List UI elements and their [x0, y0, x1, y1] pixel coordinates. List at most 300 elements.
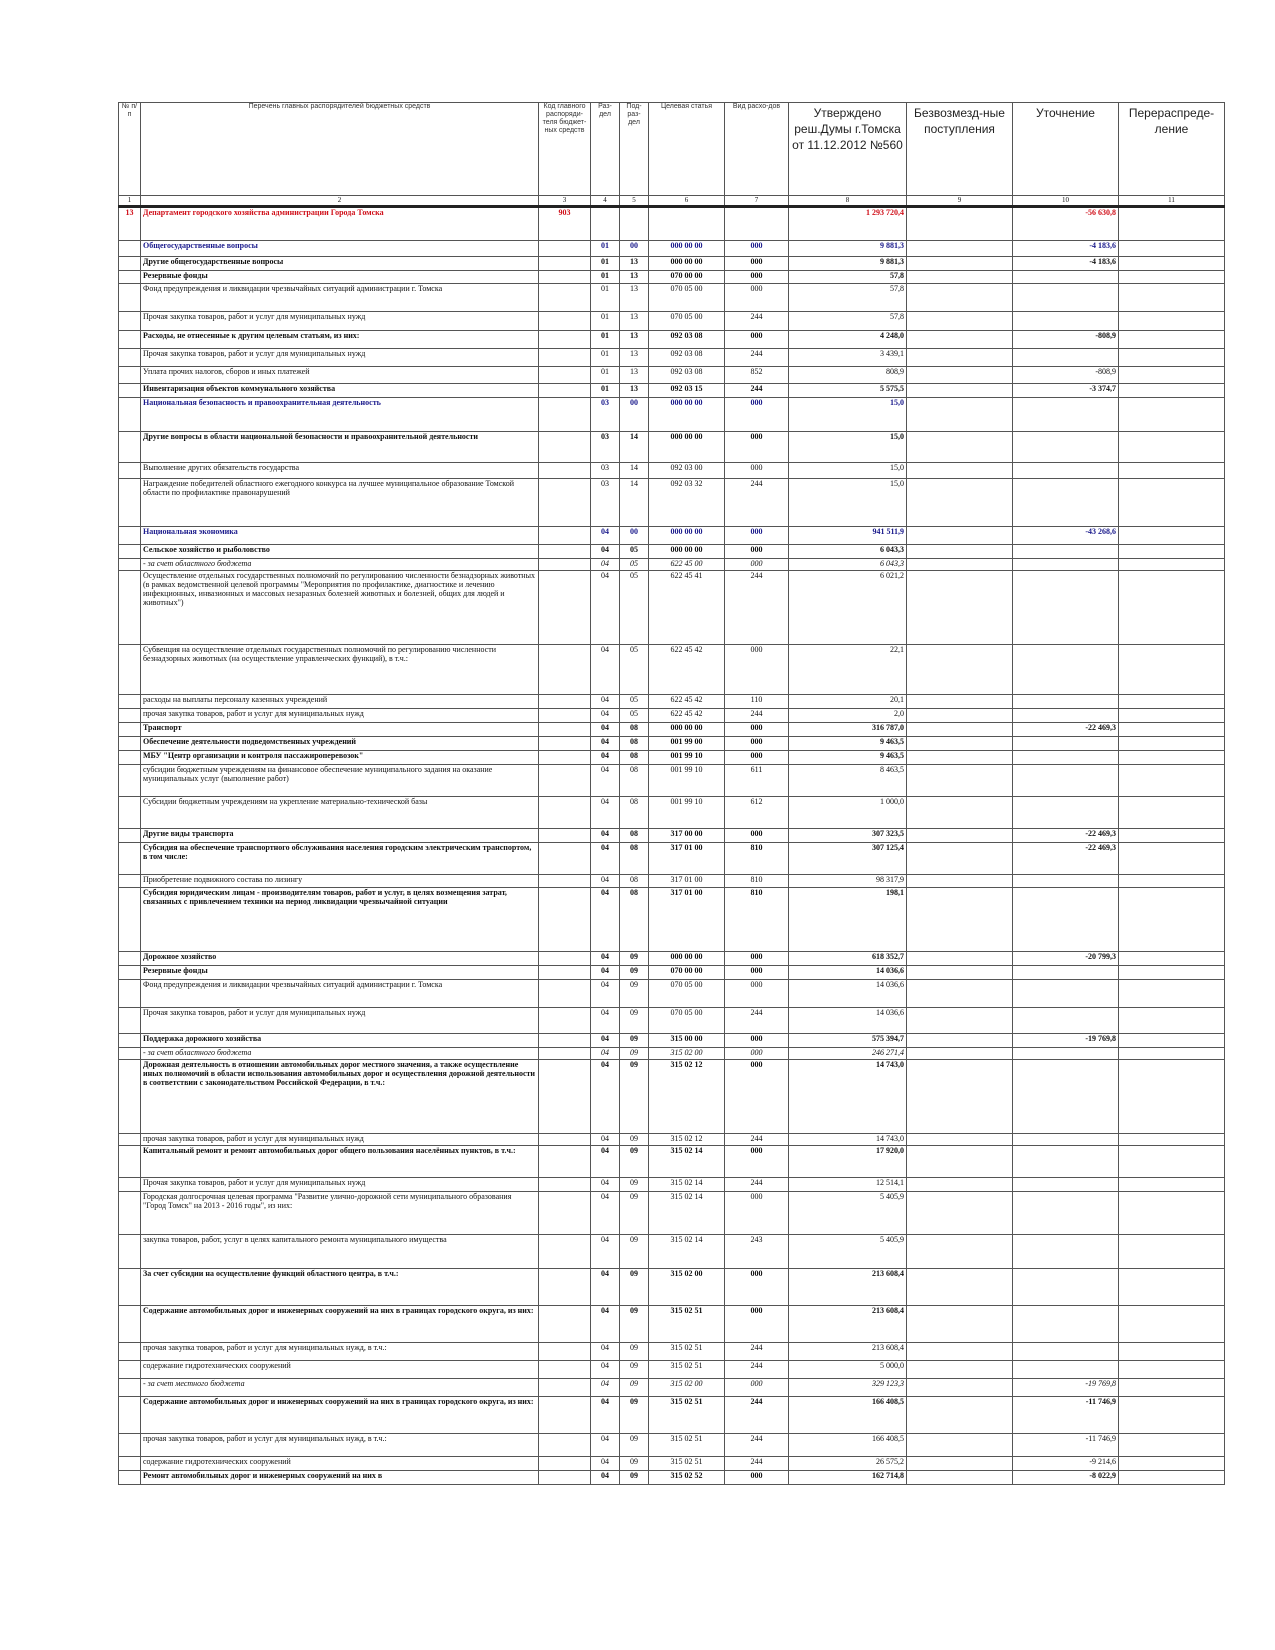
row-article: 000 00 00	[649, 527, 725, 545]
row-article: 000 00 00	[649, 432, 725, 463]
row-podrazdel: 08	[620, 797, 649, 829]
row-podrazdel: 09	[620, 1008, 649, 1034]
row-code	[539, 367, 591, 384]
row-free	[907, 1306, 1013, 1343]
row-redistribution	[1119, 1008, 1225, 1034]
row-no	[119, 723, 141, 737]
row-vid: 244	[725, 312, 789, 331]
row-vid: 244	[725, 1361, 789, 1379]
row-vid: 244	[725, 1178, 789, 1192]
row-name: Выполнение других обязательств государства	[141, 463, 539, 479]
row-code	[539, 952, 591, 966]
row-redistribution	[1119, 349, 1225, 367]
row-redistribution	[1119, 1146, 1225, 1178]
row-code	[539, 559, 591, 571]
row-razdel: 04	[591, 966, 620, 980]
col-approved-header: Утверждено реш.Думы г.Томска от 11.12.2012 №560	[789, 103, 907, 196]
row-name: Другие общегосударственные вопросы	[141, 257, 539, 271]
row-razdel: 04	[591, 1457, 620, 1471]
row-article: 315 02 52	[649, 1471, 725, 1485]
row-code	[539, 241, 591, 257]
row-podrazdel: 05	[620, 571, 649, 645]
row-vid: 000	[725, 271, 789, 284]
row-free	[907, 737, 1013, 751]
row-podrazdel: 08	[620, 765, 649, 797]
row-code	[539, 1178, 591, 1192]
row-approved: 22,1	[789, 645, 907, 695]
row-name: содержание гидротехнических сооружений	[141, 1361, 539, 1379]
row-razdel: 04	[591, 797, 620, 829]
row-redistribution	[1119, 1434, 1225, 1457]
row-article: 001 99 10	[649, 797, 725, 829]
row-vid: 000	[725, 952, 789, 966]
row-clarification: -19 769,8	[1013, 1034, 1119, 1048]
row-no	[119, 1048, 141, 1060]
row-code	[539, 797, 591, 829]
row-name: Капитальный ремонт и ремонт автомобильных дорог общего пользования населённых пунктов, в т.ч.:	[141, 1146, 539, 1178]
table-row	[119, 888, 1225, 952]
row-clarification: -3 374,7	[1013, 384, 1119, 398]
row-article: 315 02 51	[649, 1306, 725, 1343]
row-razdel: 04	[591, 1235, 620, 1269]
row-razdel: 04	[591, 1306, 620, 1343]
row-vid: 000	[725, 1060, 789, 1134]
row-razdel: 04	[591, 527, 620, 545]
table-row	[119, 1192, 1225, 1235]
row-podrazdel: 09	[620, 1235, 649, 1269]
row-code	[539, 1306, 591, 1343]
row-code	[539, 271, 591, 284]
row-vid: 000	[725, 463, 789, 479]
row-podrazdel: 08	[620, 723, 649, 737]
row-no	[119, 257, 141, 271]
row-clarification: -56 630,8	[1013, 207, 1119, 241]
col-code-header: Код главного распоряди-теля бюджет-ных средств	[539, 103, 591, 196]
row-podrazdel: 14	[620, 432, 649, 463]
row-clarification: -8 022,9	[1013, 1471, 1119, 1485]
row-razdel: 01	[591, 367, 620, 384]
colnum: 3	[539, 196, 591, 207]
row-name: Национальная экономика	[141, 527, 539, 545]
row-podrazdel: 08	[620, 829, 649, 843]
row-free	[907, 463, 1013, 479]
row-podrazdel: 13	[620, 384, 649, 398]
row-podrazdel: 00	[620, 241, 649, 257]
row-redistribution	[1119, 1192, 1225, 1235]
row-redistribution	[1119, 1457, 1225, 1471]
row-approved: 198,1	[789, 888, 907, 952]
row-vid: 810	[725, 888, 789, 952]
row-code	[539, 527, 591, 545]
row-redistribution	[1119, 1361, 1225, 1379]
row-razdel: 04	[591, 545, 620, 559]
row-redistribution	[1119, 241, 1225, 257]
row-vid: 000	[725, 1379, 789, 1397]
row-redistribution	[1119, 980, 1225, 1008]
row-redistribution	[1119, 737, 1225, 751]
row-vid: 000	[725, 398, 789, 432]
row-name: прочая закупка товаров, работ и услуг для муниципальных нужд, в т.ч.:	[141, 1434, 539, 1457]
row-no	[119, 545, 141, 559]
row-free	[907, 843, 1013, 875]
table-row	[119, 367, 1225, 384]
table-row	[119, 463, 1225, 479]
row-approved: 213 608,4	[789, 1269, 907, 1306]
row-razdel: 04	[591, 1343, 620, 1361]
row-approved: 57,8	[789, 312, 907, 331]
row-code	[539, 709, 591, 723]
row-podrazdel: 08	[620, 843, 649, 875]
row-free	[907, 709, 1013, 723]
row-vid: 000	[725, 980, 789, 1008]
row-free	[907, 331, 1013, 349]
row-code	[539, 257, 591, 271]
row-vid: 244	[725, 479, 789, 527]
row-redistribution	[1119, 463, 1225, 479]
row-podrazdel: 08	[620, 751, 649, 765]
row-redistribution	[1119, 1397, 1225, 1434]
row-free	[907, 367, 1013, 384]
table-row	[119, 723, 1225, 737]
row-name: Сельское хозяйство и рыболовство	[141, 545, 539, 559]
row-approved: 20,1	[789, 695, 907, 709]
row-free	[907, 1457, 1013, 1471]
row-vid: 110	[725, 695, 789, 709]
row-approved: 15,0	[789, 432, 907, 463]
row-clarification: -20 799,3	[1013, 952, 1119, 966]
row-razdel: 01	[591, 257, 620, 271]
row-code	[539, 1034, 591, 1048]
column-number-row	[119, 196, 1225, 207]
colnum: 8	[789, 196, 907, 207]
row-redistribution	[1119, 1471, 1225, 1485]
row-article: 315 02 51	[649, 1361, 725, 1379]
row-no	[119, 952, 141, 966]
row-name: Ремонт автомобильных дорог и инженерных сооружений на них в	[141, 1471, 539, 1485]
row-code	[539, 1235, 591, 1269]
row-name: субсидии бюджетным учреждениям на финансовое обеспечение муниципального задания на оказание муниципальных услуг (выполнение работ)	[141, 765, 539, 797]
row-approved: 246 271,4	[789, 1048, 907, 1060]
row-code	[539, 1192, 591, 1235]
row-clarification: -4 183,6	[1013, 241, 1119, 257]
row-razdel: 04	[591, 1471, 620, 1485]
row-approved: 15,0	[789, 479, 907, 527]
table-row	[119, 257, 1225, 271]
row-name: Департамент городского хозяйства администрации Города Томска	[141, 207, 539, 241]
row-code	[539, 284, 591, 312]
row-name: Резервные фонды	[141, 966, 539, 980]
row-vid: 244	[725, 1457, 789, 1471]
table-row	[119, 349, 1225, 367]
row-article: 315 02 12	[649, 1060, 725, 1134]
row-code	[539, 1379, 591, 1397]
row-article: 000 00 00	[649, 257, 725, 271]
row-razdel: 01	[591, 271, 620, 284]
row-free	[907, 207, 1013, 241]
row-vid: 810	[725, 843, 789, 875]
row-redistribution	[1119, 1178, 1225, 1192]
row-razdel: 04	[591, 645, 620, 695]
row-redistribution	[1119, 875, 1225, 888]
table-row	[119, 1306, 1225, 1343]
row-clarification: -11 746,9	[1013, 1397, 1119, 1434]
row-approved: 6 021,2	[789, 571, 907, 645]
row-name: Транспорт	[141, 723, 539, 737]
row-vid: 243	[725, 1235, 789, 1269]
row-podrazdel: 13	[620, 312, 649, 331]
row-code	[539, 349, 591, 367]
row-code	[539, 751, 591, 765]
row-clarification	[1013, 695, 1119, 709]
row-razdel: 01	[591, 312, 620, 331]
row-no	[119, 980, 141, 1008]
row-name: Дорожная деятельность в отношении автомобильных дорог местного значения, а также осуществление иных полномочий в области использования автомобильных дорог и осуществления дорожной деятельности в соответствии с законодательством Российской Федерации, в т.ч.:	[141, 1060, 539, 1134]
col-podrazdel-header: Под-раз-дел	[620, 103, 649, 196]
row-vid: 000	[725, 966, 789, 980]
row-article: 092 03 15	[649, 384, 725, 398]
row-redistribution	[1119, 479, 1225, 527]
row-razdel: 01	[591, 384, 620, 398]
row-article: 315 00 00	[649, 1034, 725, 1048]
row-redistribution	[1119, 765, 1225, 797]
row-clarification	[1013, 980, 1119, 1008]
table-row	[119, 1343, 1225, 1361]
table-row	[119, 1235, 1225, 1269]
row-article: 315 02 51	[649, 1343, 725, 1361]
row-code	[539, 737, 591, 751]
row-no	[119, 1306, 141, 1343]
row-redistribution	[1119, 1306, 1225, 1343]
row-free	[907, 349, 1013, 367]
row-approved: 14 036,6	[789, 966, 907, 980]
row-razdel: 04	[591, 709, 620, 723]
row-clarification: -43 268,6	[1013, 527, 1119, 545]
row-redistribution	[1119, 312, 1225, 331]
colnum: 5	[620, 196, 649, 207]
row-article: 315 02 14	[649, 1178, 725, 1192]
row-razdel: 01	[591, 349, 620, 367]
row-free	[907, 241, 1013, 257]
row-article: 315 02 14	[649, 1146, 725, 1178]
row-redistribution	[1119, 645, 1225, 695]
row-approved: 4 248,0	[789, 331, 907, 349]
row-clarification: -808,9	[1013, 367, 1119, 384]
row-redistribution	[1119, 331, 1225, 349]
row-podrazdel: 05	[620, 645, 649, 695]
row-clarification	[1013, 559, 1119, 571]
row-no	[119, 797, 141, 829]
row-redistribution	[1119, 1034, 1225, 1048]
row-podrazdel: 09	[620, 1048, 649, 1060]
row-razdel: 04	[591, 1178, 620, 1192]
row-free	[907, 1178, 1013, 1192]
table-row	[119, 1134, 1225, 1146]
row-razdel: 04	[591, 695, 620, 709]
row-podrazdel: 00	[620, 527, 649, 545]
row-clarification	[1013, 1146, 1119, 1178]
row-vid: 000	[725, 1471, 789, 1485]
row-redistribution	[1119, 751, 1225, 765]
row-article: 070 00 00	[649, 271, 725, 284]
row-free	[907, 1192, 1013, 1235]
row-name: За счет субсидии на осуществление функций областного центра, в т.ч.:	[141, 1269, 539, 1306]
row-name: - за счет областного бюджета	[141, 559, 539, 571]
row-article: 317 01 00	[649, 875, 725, 888]
row-vid: 000	[725, 559, 789, 571]
row-approved: 941 511,9	[789, 527, 907, 545]
row-no	[119, 1471, 141, 1485]
row-podrazdel: 13	[620, 284, 649, 312]
row-vid: 810	[725, 875, 789, 888]
row-razdel	[591, 207, 620, 241]
table-row	[119, 527, 1225, 545]
table-row	[119, 1397, 1225, 1434]
row-name: Прочая закупка товаров, работ и услуг для муниципальных нужд	[141, 312, 539, 331]
row-vid: 611	[725, 765, 789, 797]
row-vid: 000	[725, 1269, 789, 1306]
row-podrazdel: 08	[620, 737, 649, 751]
row-no	[119, 1146, 141, 1178]
row-no	[119, 1178, 141, 1192]
row-code	[539, 980, 591, 1008]
row-redistribution	[1119, 367, 1225, 384]
row-razdel: 04	[591, 888, 620, 952]
row-podrazdel: 09	[620, 980, 649, 1008]
row-no	[119, 1379, 141, 1397]
col-name-header: Перечень главных распорядителей бюджетных средств	[141, 103, 539, 196]
row-vid: 000	[725, 241, 789, 257]
table-row	[119, 1146, 1225, 1178]
table-row	[119, 645, 1225, 695]
row-name: Содержание автомобильных дорог и инженерных сооружений на них в границах городского округа, из них:	[141, 1306, 539, 1343]
row-redistribution	[1119, 1060, 1225, 1134]
row-name: содержание гидротехнических сооружений	[141, 1457, 539, 1471]
row-no	[119, 1457, 141, 1471]
row-razdel: 04	[591, 843, 620, 875]
row-free	[907, 952, 1013, 966]
row-razdel: 04	[591, 1008, 620, 1034]
row-vid: 000	[725, 1146, 789, 1178]
row-approved: 57,8	[789, 284, 907, 312]
row-approved: 5 000,0	[789, 1361, 907, 1379]
row-podrazdel: 09	[620, 1134, 649, 1146]
row-code	[539, 463, 591, 479]
row-article: 001 99 10	[649, 751, 725, 765]
row-approved: 162 714,8	[789, 1471, 907, 1485]
row-approved: 166 408,5	[789, 1397, 907, 1434]
row-name: Приобретение подвижного состава по лизингу	[141, 875, 539, 888]
row-clarification	[1013, 1361, 1119, 1379]
table-row	[119, 1008, 1225, 1034]
row-razdel: 04	[591, 1379, 620, 1397]
row-name: МБУ "Центр организации и контроля пассажироперевозок"	[141, 751, 539, 765]
row-podrazdel: 13	[620, 271, 649, 284]
row-razdel: 04	[591, 1146, 620, 1178]
row-approved: 213 608,4	[789, 1306, 907, 1343]
row-no	[119, 1060, 141, 1134]
row-razdel: 04	[591, 875, 620, 888]
row-article: 092 03 08	[649, 331, 725, 349]
row-no	[119, 1008, 141, 1034]
row-name: Осуществление отдельных государственных полномочий по регулированию численности безнадзорных животных (в рамках ведомственной целевой программы "Мероприятия по профилактике, диагностике и лечению инфекционных, инвазионных и массовых незаразных болезней животных и болезней, общих для людей и животных")	[141, 571, 539, 645]
row-approved: 14 036,6	[789, 980, 907, 1008]
row-free	[907, 271, 1013, 284]
row-code	[539, 966, 591, 980]
row-article: 317 01 00	[649, 888, 725, 952]
row-redistribution	[1119, 384, 1225, 398]
row-podrazdel: 09	[620, 1034, 649, 1048]
row-code	[539, 1434, 591, 1457]
table-row	[119, 384, 1225, 398]
row-clarification	[1013, 312, 1119, 331]
row-razdel: 04	[591, 1269, 620, 1306]
row-vid: 244	[725, 1397, 789, 1434]
row-vid: 612	[725, 797, 789, 829]
row-podrazdel: 13	[620, 331, 649, 349]
row-free	[907, 888, 1013, 952]
row-approved: 8 463,5	[789, 765, 907, 797]
row-podrazdel: 09	[620, 1146, 649, 1178]
row-article: 000 00 00	[649, 952, 725, 966]
row-code	[539, 723, 591, 737]
row-razdel: 04	[591, 1192, 620, 1235]
col-redist-header: Перераспреде-ление	[1119, 103, 1225, 196]
row-free	[907, 980, 1013, 1008]
row-article: 070 05 00	[649, 980, 725, 1008]
row-code	[539, 1134, 591, 1146]
row-article: 001 99 10	[649, 765, 725, 797]
row-no	[119, 349, 141, 367]
row-razdel: 04	[591, 751, 620, 765]
row-podrazdel: 09	[620, 966, 649, 980]
row-code	[539, 1060, 591, 1134]
row-free	[907, 1008, 1013, 1034]
table-row	[119, 1379, 1225, 1397]
row-vid: 000	[725, 1034, 789, 1048]
row-clarification: -11 746,9	[1013, 1434, 1119, 1457]
table-row	[119, 1361, 1225, 1379]
row-redistribution	[1119, 271, 1225, 284]
row-approved: 316 787,0	[789, 723, 907, 737]
row-clarification: -22 469,3	[1013, 829, 1119, 843]
row-clarification	[1013, 1178, 1119, 1192]
row-podrazdel: 05	[620, 559, 649, 571]
row-code	[539, 1008, 591, 1034]
row-free	[907, 432, 1013, 463]
row-clarification	[1013, 1192, 1119, 1235]
row-no	[119, 1361, 141, 1379]
row-clarification	[1013, 797, 1119, 829]
row-article: 317 01 00	[649, 843, 725, 875]
row-free	[907, 1397, 1013, 1434]
row-redistribution	[1119, 1134, 1225, 1146]
row-clarification	[1013, 875, 1119, 888]
row-vid: 000	[725, 545, 789, 559]
row-redistribution	[1119, 723, 1225, 737]
colnum: 9	[907, 196, 1013, 207]
row-code	[539, 479, 591, 527]
row-no	[119, 888, 141, 952]
row-clarification: -4 183,6	[1013, 257, 1119, 271]
row-name: Резервные фонды	[141, 271, 539, 284]
row-article: 070 05 00	[649, 1008, 725, 1034]
row-name: Награждение победителей областного ежегодного конкурса на лучшее муниципальное образование Томской области по профилактике правонарушений	[141, 479, 539, 527]
row-no	[119, 1397, 141, 1434]
row-clarification	[1013, 1269, 1119, 1306]
row-approved: 12 514,1	[789, 1178, 907, 1192]
row-approved: 5 575,5	[789, 384, 907, 398]
row-article: 622 45 00	[649, 559, 725, 571]
